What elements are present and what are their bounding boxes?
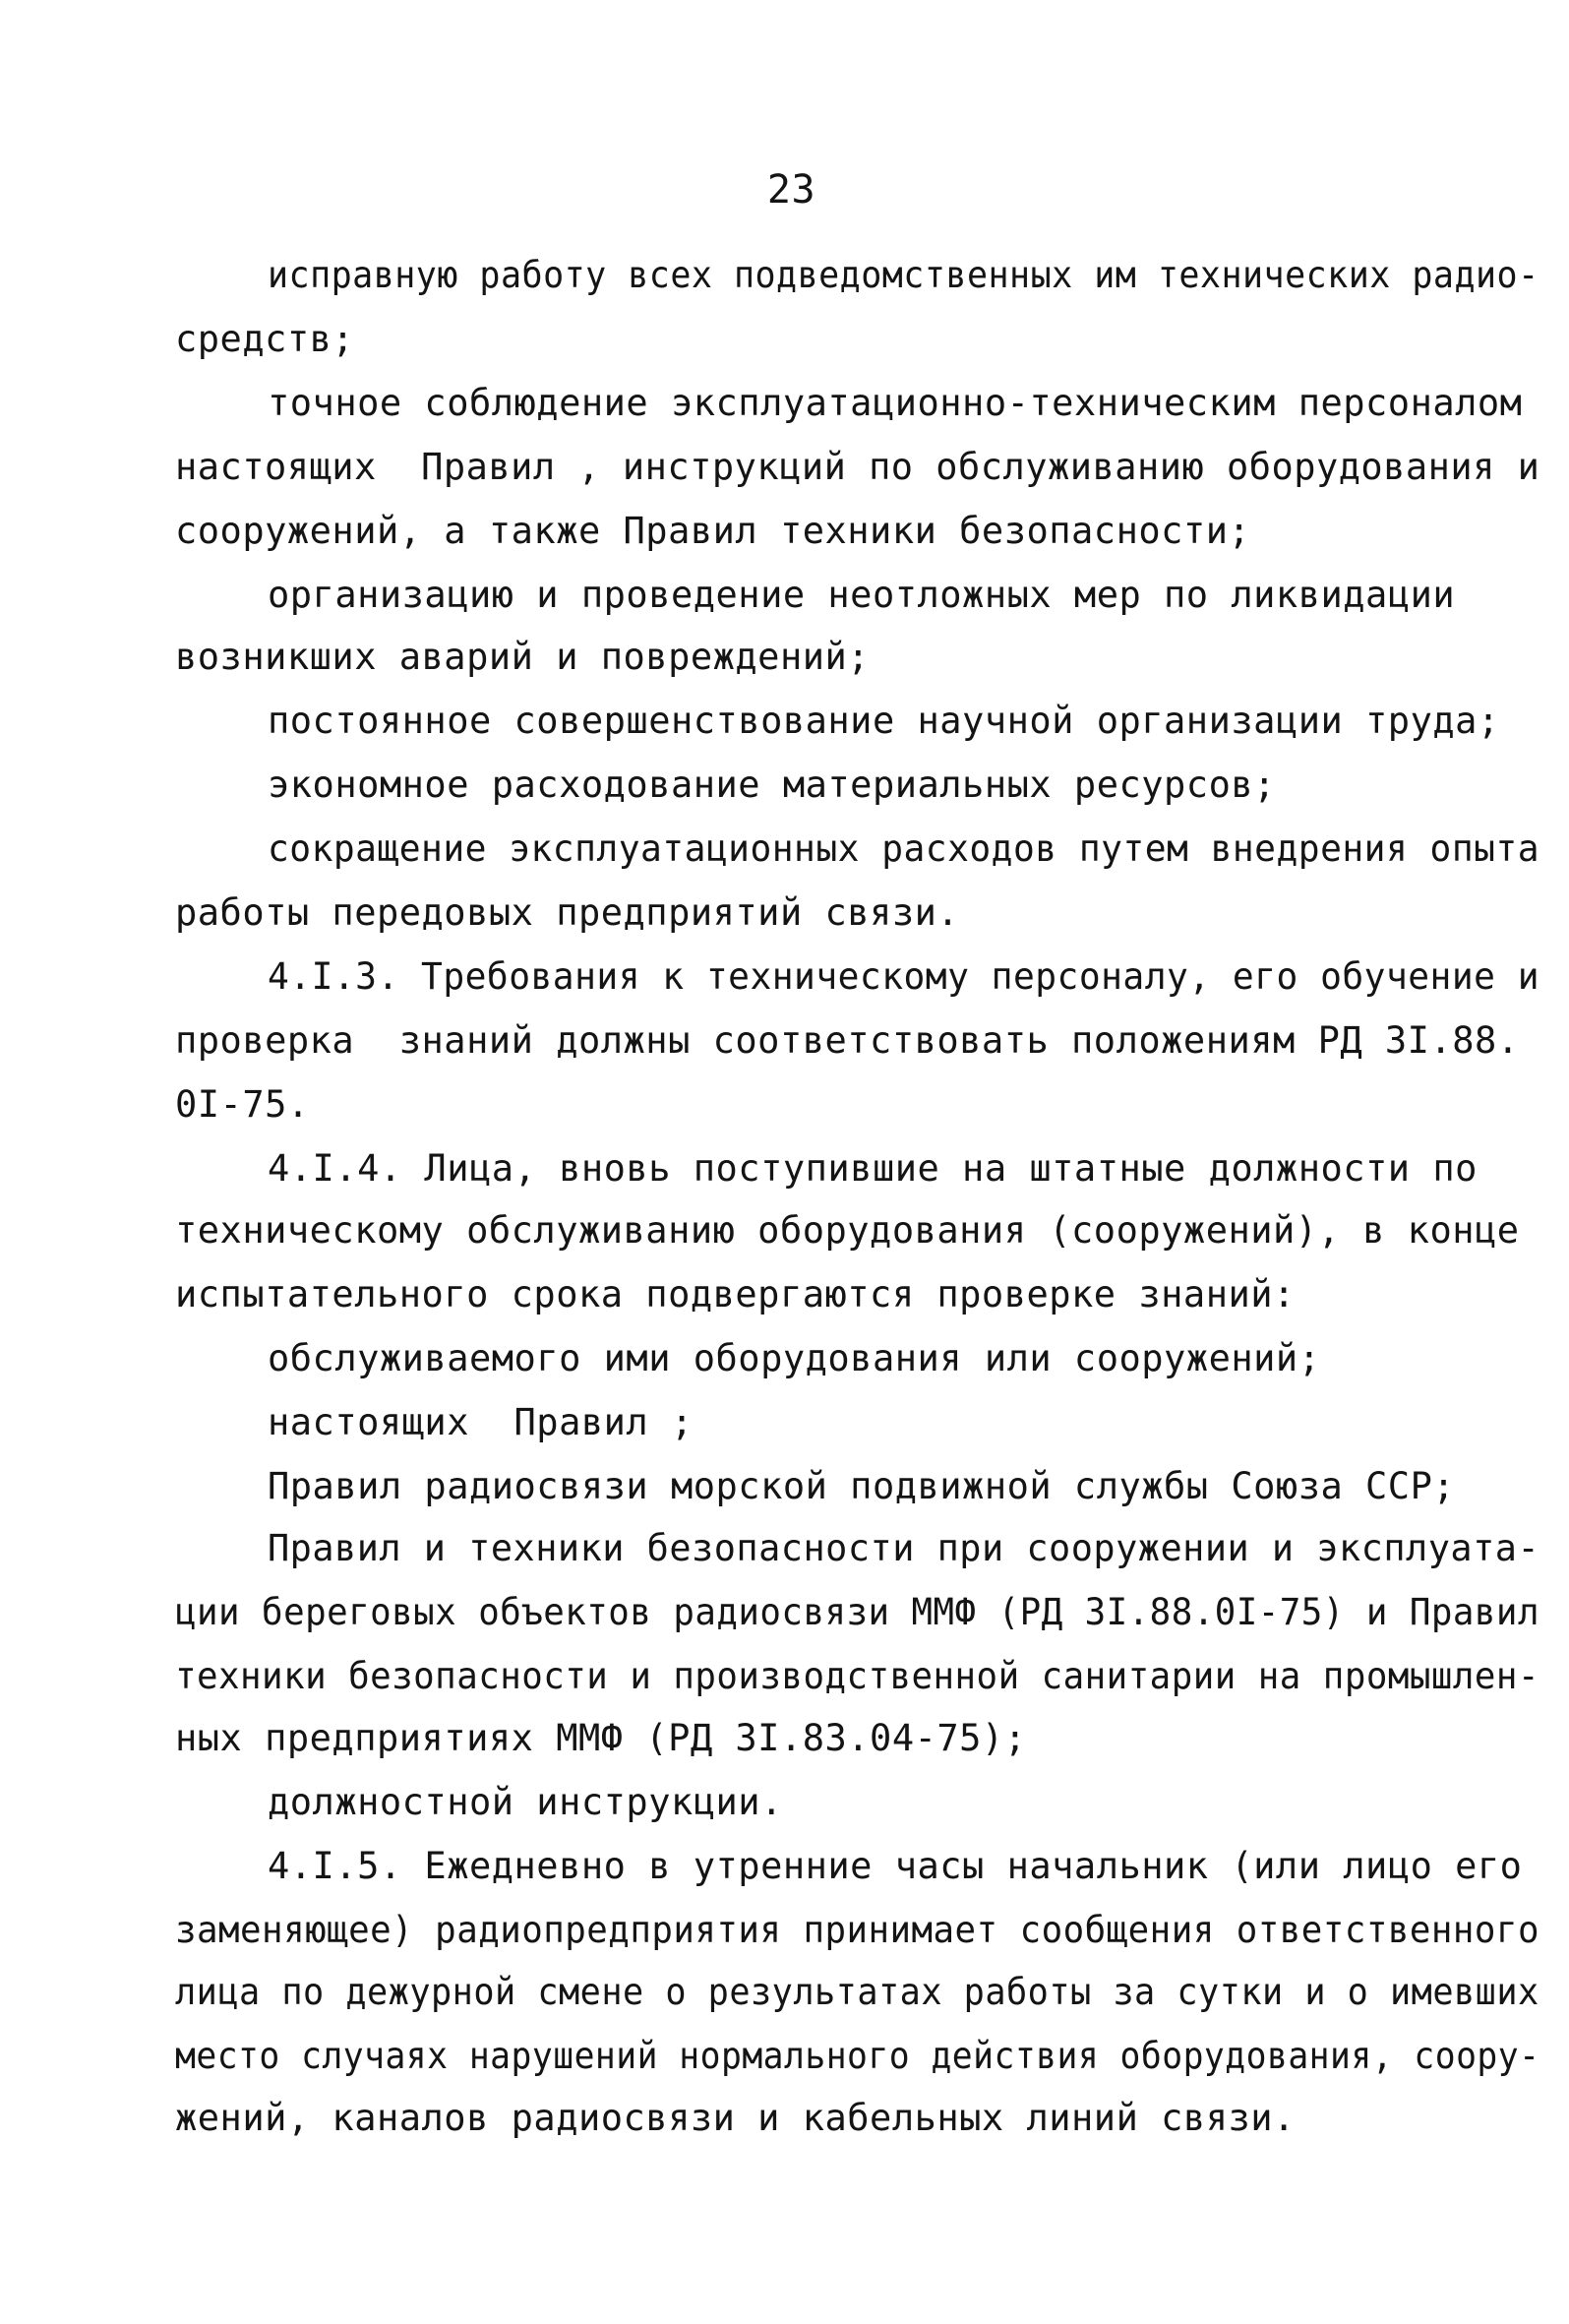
text-line: 4.I.5. Ежедневно в утренние часы начальник (или лицо его xyxy=(268,1845,1523,1887)
text-line: возникших аварий и повреждений; xyxy=(175,636,871,678)
text-line: исправную работу всех подведомственных им технических радио- xyxy=(268,254,1539,296)
text-line: проверка знаний должны соответствовать положениям РД 3I.88. xyxy=(175,1019,1520,1062)
page-number: 23 xyxy=(766,167,816,213)
text-line: 0I-75. xyxy=(175,1083,310,1126)
text-line: ции береговых объектов радиосвязи ММФ (РД 3I.88.0I-75) и Правил xyxy=(175,1591,1539,1633)
text-line: средств; xyxy=(175,318,355,360)
text-line: испытательного срока подвергаются проверке знаний: xyxy=(175,1273,1296,1315)
text-line: место случаях нарушений нормального действия оборудования, соору- xyxy=(175,2035,1540,2077)
text-line: постоянное совершенствование научной организации труда; xyxy=(268,700,1500,742)
text-line: работы передовых предприятий связи. xyxy=(175,891,960,934)
text-line: техники безопасности и производственной санитарии на промышлен- xyxy=(175,1655,1539,1697)
text-line: ных предприятиях ММФ (РД 3I.83.04-75); xyxy=(175,1717,1027,1759)
text-line: 4.I.4. Лица, вновь поступившие на штатные должности по xyxy=(268,1147,1478,1190)
text-line: жений, каналов радиосвязи и кабельных линий связи. xyxy=(175,2097,1296,2139)
text-line: точное соблюдение эксплуатационно-техническим персоналом xyxy=(268,382,1523,424)
text-line: сокращение эксплуатационных расходов путем внедрения опыта xyxy=(268,827,1540,870)
text-line: должностной инструкции. xyxy=(268,1781,783,1823)
text-line: обслуживаемого ими оборудования или сооружений; xyxy=(268,1337,1321,1379)
text-line: лица по дежурной смене о результатах работы за сутки и о имевших xyxy=(175,1971,1539,2013)
text-line: сооружений, а также Правил техники безопасности; xyxy=(175,510,1251,552)
text-line: настоящих Правил , инструкций по обслуживанию оборудования и xyxy=(175,446,1540,488)
text-line: экономное расходование материальных ресурсов; xyxy=(268,764,1276,806)
text-line: техническому обслуживанию оборудования (сооружений), в конце xyxy=(175,1209,1520,1252)
text-line: организацию и проведение неотложных мер по ликвидации xyxy=(268,574,1456,616)
text-line: 4.I.3. Требования к техническому персоналу, его обучение и xyxy=(268,955,1540,998)
text-line: Правил и техники безопасности при сооружении и эксплуата- xyxy=(268,1527,1540,1569)
text-line: настоящих Правил ; xyxy=(268,1401,694,1443)
text-line: Правил радиосвязи морской подвижной службы Союза ССР; xyxy=(268,1465,1456,1507)
text-line: заменяющее) радиопредприятия принимает сообщения ответственного xyxy=(175,1909,1539,1951)
